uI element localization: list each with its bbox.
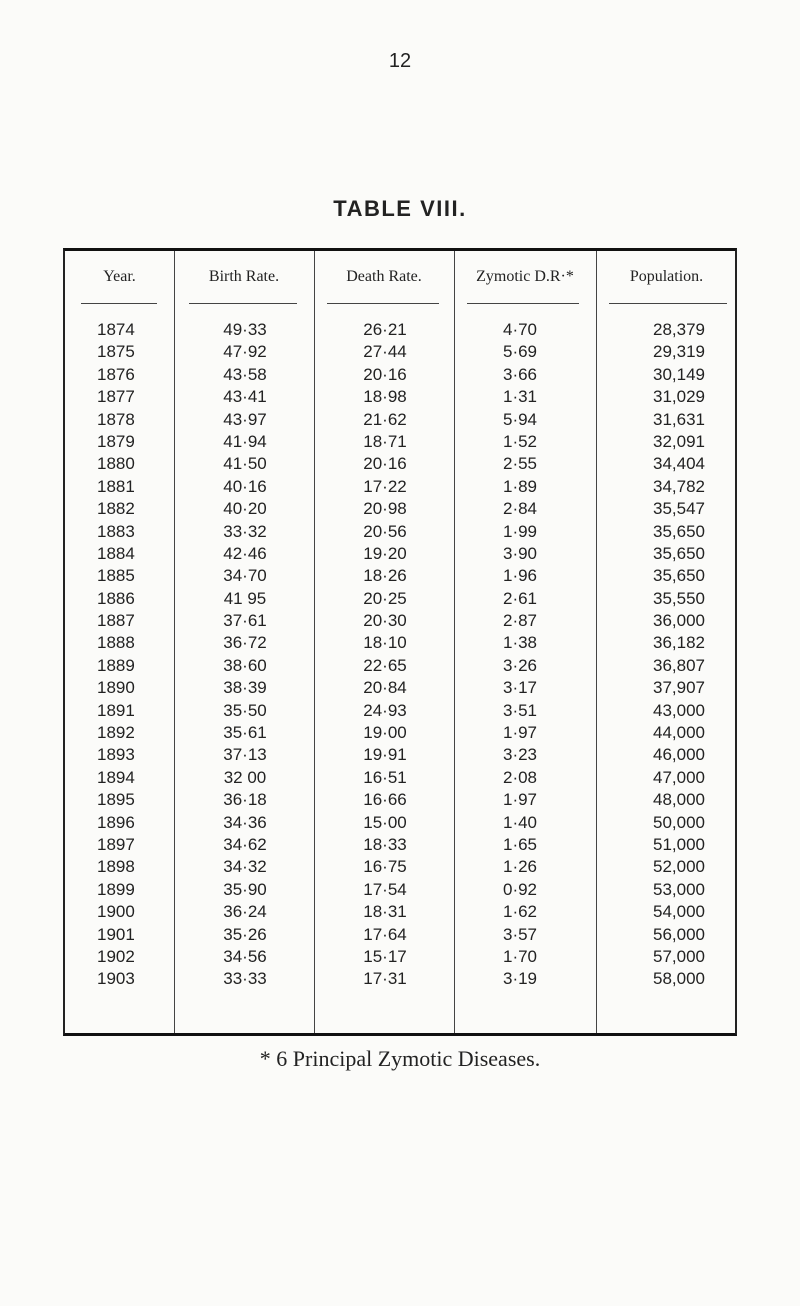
zymotic-dr-cell: 3·26 — [502, 655, 538, 675]
death-rate-cell: 15·17 — [363, 946, 407, 966]
population-cell: 43,000 — [653, 700, 705, 720]
birth-rate-cell: 42·46 — [223, 543, 267, 563]
death-rate-cell: 17·64 — [363, 924, 407, 944]
table-row — [65, 565, 735, 587]
column-header-birth-rate: Birth Rate. — [208, 268, 280, 285]
table-row — [65, 364, 735, 386]
zymotic-dr-cell: 3·17 — [502, 678, 538, 698]
population-cell: 50,000 — [653, 812, 705, 832]
year-cell: 1901 — [97, 924, 135, 944]
zymotic-dr-cell: 3·57 — [502, 924, 538, 944]
birth-rate-cell: 40·20 — [223, 499, 267, 519]
zymotic-dr-cell: 1·97 — [502, 723, 538, 743]
table-row — [65, 879, 735, 901]
birth-rate-cell: 38·39 — [223, 678, 267, 698]
table-row — [65, 789, 735, 811]
header-rule — [467, 303, 579, 304]
population-cell: 36,807 — [653, 655, 705, 675]
death-rate-cell: 18·31 — [363, 902, 407, 922]
birth-rate-cell: 36·18 — [223, 790, 267, 810]
death-rate-cell: 16·66 — [363, 790, 407, 810]
zymotic-dr-cell: 3·23 — [502, 745, 538, 765]
year-cell: 1891 — [97, 700, 135, 720]
table-row — [65, 834, 735, 856]
death-rate-cell: 17·54 — [363, 879, 407, 899]
population-cell: 47,000 — [653, 767, 705, 787]
population-cell: 37,907 — [653, 678, 705, 698]
death-rate-cell: 20·30 — [363, 611, 407, 631]
zymotic-dr-cell: 1·31 — [502, 387, 538, 407]
zymotic-dr-cell: 2·55 — [502, 454, 538, 474]
year-cell: 1899 — [97, 879, 135, 899]
zymotic-dr-cell: 1·99 — [502, 521, 538, 541]
birth-rate-cell: 34·70 — [223, 566, 267, 586]
year-cell: 1888 — [97, 633, 135, 653]
table-row — [65, 498, 735, 520]
death-rate-cell: 20·84 — [363, 678, 407, 698]
year-cell: 1887 — [97, 611, 135, 631]
population-cell: 35,650 — [653, 521, 705, 541]
death-rate-cell: 19·20 — [363, 543, 407, 563]
year-cell: 1896 — [97, 812, 135, 832]
table-row — [65, 632, 735, 654]
death-rate-cell: 19·91 — [363, 745, 407, 765]
population-cell: 31,029 — [653, 387, 705, 407]
year-cell: 1885 — [97, 566, 135, 586]
table-row — [65, 431, 735, 453]
year-cell: 1890 — [97, 678, 135, 698]
birth-rate-cell: 41·94 — [223, 431, 267, 451]
birth-rate-cell: 34·56 — [223, 946, 267, 966]
population-cell: 52,000 — [653, 857, 705, 877]
zymotic-dr-cell: 3·66 — [502, 364, 538, 384]
death-rate-cell: 15·00 — [363, 812, 407, 832]
zymotic-dr-cell: 2·84 — [502, 499, 538, 519]
header-rule — [609, 303, 727, 304]
header-rule — [327, 303, 439, 304]
birth-rate-cell: 36·24 — [223, 902, 267, 922]
zymotic-dr-cell: 3·19 — [502, 969, 538, 989]
year-cell: 1882 — [97, 499, 135, 519]
zymotic-dr-cell: 1·62 — [502, 902, 538, 922]
population-cell: 57,000 — [653, 946, 705, 966]
year-cell: 1874 — [97, 320, 135, 339]
table-title: TABLE VIII. — [333, 196, 467, 221]
table-row — [65, 856, 735, 878]
death-rate-cell: 26·21 — [363, 320, 407, 339]
zymotic-dr-cell: 2·61 — [502, 588, 538, 608]
year-cell: 1879 — [97, 431, 135, 451]
year-cell: 1903 — [97, 969, 135, 989]
year-cell: 1893 — [97, 745, 135, 765]
death-rate-cell: 20·25 — [363, 588, 407, 608]
header-rule — [189, 303, 297, 304]
death-rate-cell: 18·33 — [363, 834, 407, 854]
death-rate-cell: 20·16 — [363, 454, 407, 474]
table-row — [65, 655, 735, 677]
birth-rate-cell: 37·13 — [223, 745, 267, 765]
year-cell: 1889 — [97, 655, 135, 675]
zymotic-dr-cell: 0·92 — [502, 879, 538, 899]
year-cell: 1883 — [97, 521, 135, 541]
population-cell: 46,000 — [653, 745, 705, 765]
table-row — [65, 700, 735, 722]
table-row — [65, 610, 735, 632]
death-rate-cell: 19·00 — [363, 723, 407, 743]
year-cell: 1895 — [97, 790, 135, 810]
table-row — [65, 409, 735, 431]
population-cell: 48,000 — [653, 790, 705, 810]
birth-rate-cell: 41·50 — [223, 454, 267, 474]
death-rate-cell: 20·98 — [363, 499, 407, 519]
population-cell: 53,000 — [653, 879, 705, 899]
birth-rate-cell: 43·97 — [223, 409, 267, 429]
death-rate-cell: 22·65 — [363, 655, 407, 675]
population-cell: 54,000 — [653, 902, 705, 922]
year-cell: 1881 — [97, 476, 135, 496]
page-number: 12 — [388, 50, 412, 72]
year-cell: 1880 — [97, 454, 135, 474]
header-rule — [81, 303, 157, 304]
population-cell: 36,000 — [653, 611, 705, 631]
year-cell: 1900 — [97, 902, 135, 922]
zymotic-dr-cell: 2·87 — [502, 611, 538, 631]
population-cell: 35,650 — [653, 566, 705, 586]
birth-rate-cell: 34·62 — [223, 834, 267, 854]
zymotic-dr-cell: 1·26 — [502, 857, 538, 877]
table-row — [65, 812, 735, 834]
table-row — [65, 968, 735, 990]
table-row — [65, 722, 735, 744]
column-header-death-rate: Death Rate. — [346, 268, 422, 285]
table-row — [65, 543, 735, 565]
death-rate-cell: 21·62 — [363, 409, 407, 429]
year-cell: 1897 — [97, 834, 135, 854]
zymotic-dr-cell: 1·65 — [502, 834, 538, 854]
table-row — [65, 588, 735, 610]
birth-rate-cell: 35·50 — [223, 700, 267, 720]
column-header-year: Year. — [103, 268, 136, 285]
year-cell: 1902 — [97, 946, 135, 966]
birth-rate-cell: 34·36 — [223, 812, 267, 832]
population-cell: 35,550 — [653, 588, 705, 608]
year-cell: 1884 — [97, 543, 135, 563]
zymotic-dr-cell: 1·96 — [502, 566, 538, 586]
population-cell: 36,182 — [653, 633, 705, 653]
zymotic-dr-cell: 2·08 — [502, 767, 538, 787]
death-rate-cell: 20·16 — [363, 364, 407, 384]
zymotic-dr-cell: 1·38 — [502, 633, 538, 653]
death-rate-cell: 16·51 — [363, 767, 407, 787]
zymotic-dr-cell: 3·90 — [502, 543, 538, 563]
death-rate-cell: 20·56 — [363, 521, 407, 541]
data-table — [63, 248, 737, 1036]
birth-rate-cell: 49·33 — [223, 320, 267, 339]
table-row — [65, 924, 735, 946]
zymotic-dr-cell: 5·69 — [502, 342, 538, 362]
year-cell: 1886 — [97, 588, 135, 608]
population-cell: 31,631 — [653, 409, 705, 429]
column-header-zymotic-dr: Zymotic D.R·* — [476, 268, 574, 285]
birth-rate-cell: 32 00 — [223, 767, 267, 787]
birth-rate-cell: 37·61 — [223, 611, 267, 631]
birth-rate-cell: 35·26 — [223, 924, 267, 944]
birth-rate-cell: 35·61 — [223, 723, 267, 743]
population-cell: 56,000 — [653, 924, 705, 944]
birth-rate-cell: 47·92 — [223, 342, 267, 362]
table-row — [65, 319, 735, 341]
population-cell: 32,091 — [653, 431, 705, 451]
table-row — [65, 341, 735, 363]
death-rate-cell: 18·98 — [363, 387, 407, 407]
birth-rate-cell: 35·90 — [223, 879, 267, 899]
table-row — [65, 521, 735, 543]
table-body — [65, 319, 735, 991]
population-cell: 28,379 — [653, 320, 705, 339]
birth-rate-cell: 36·72 — [223, 633, 267, 653]
population-cell: 34,404 — [653, 454, 705, 474]
population-cell: 51,000 — [653, 834, 705, 854]
population-cell: 35,650 — [653, 543, 705, 563]
zymotic-dr-cell: 1·40 — [502, 812, 538, 832]
zymotic-dr-cell: 5·94 — [502, 409, 538, 429]
year-cell: 1876 — [97, 364, 135, 384]
table-row — [65, 946, 735, 968]
zymotic-dr-cell: 1·70 — [502, 946, 538, 966]
birth-rate-cell: 41 95 — [223, 588, 267, 608]
population-cell: 30,149 — [653, 364, 705, 384]
death-rate-cell: 24·93 — [363, 700, 407, 720]
death-rate-cell: 16·75 — [363, 857, 407, 877]
birth-rate-cell: 33·33 — [223, 969, 267, 989]
death-rate-cell: 17·31 — [363, 969, 407, 989]
year-cell: 1892 — [97, 723, 135, 743]
table-row — [65, 386, 735, 408]
zymotic-dr-cell: 1·52 — [502, 431, 538, 451]
year-cell: 1875 — [97, 342, 135, 362]
zymotic-dr-cell: 3·51 — [502, 700, 538, 720]
year-cell: 1877 — [97, 387, 135, 407]
population-cell: 44,000 — [653, 723, 705, 743]
birth-rate-cell: 43·41 — [223, 387, 267, 407]
year-cell: 1878 — [97, 409, 135, 429]
birth-rate-cell: 33·32 — [223, 521, 267, 541]
table-row — [65, 476, 735, 498]
population-cell: 58,000 — [653, 969, 705, 989]
population-cell: 34,782 — [653, 476, 705, 496]
birth-rate-cell: 40·16 — [223, 476, 267, 496]
birth-rate-cell: 38·60 — [223, 655, 267, 675]
zymotic-dr-cell: 4·70 — [502, 320, 538, 339]
zymotic-dr-cell: 1·97 — [502, 790, 538, 810]
year-cell: 1898 — [97, 857, 135, 877]
birth-rate-cell: 34·32 — [223, 857, 267, 877]
death-rate-cell: 18·26 — [363, 566, 407, 586]
death-rate-cell: 17·22 — [363, 476, 407, 496]
death-rate-cell: 18·71 — [363, 431, 407, 451]
footnote: * 6 Principal Zymotic Diseases. — [259, 1046, 541, 1071]
table-row — [65, 453, 735, 475]
table-row — [65, 901, 735, 923]
zymotic-dr-cell: 1·89 — [502, 476, 538, 496]
column-header-population: Population. — [629, 268, 704, 285]
birth-rate-cell: 43·58 — [223, 364, 267, 384]
table-row — [65, 677, 735, 699]
year-cell: 1894 — [97, 767, 135, 787]
death-rate-cell: 27·44 — [363, 342, 407, 362]
table-row — [65, 767, 735, 789]
table-row — [65, 744, 735, 766]
population-cell: 29,319 — [653, 342, 705, 362]
death-rate-cell: 18·10 — [363, 633, 407, 653]
population-cell: 35,547 — [653, 499, 705, 519]
